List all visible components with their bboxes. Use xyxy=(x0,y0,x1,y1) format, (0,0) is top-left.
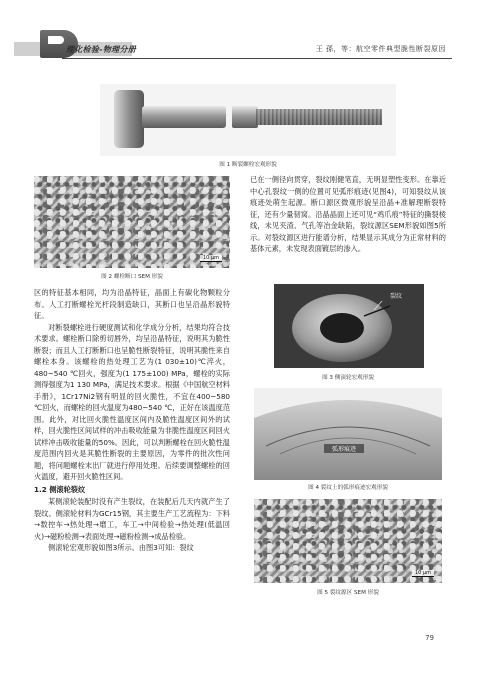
figure-1-bolt-photo xyxy=(100,84,396,156)
bolt-shank xyxy=(142,106,226,128)
figure-1-caption: 图 1 断裂螺栓宏观形貌 xyxy=(219,162,277,168)
paragraph: 某侧滚轮装配时没有产生裂纹，在装配后几天内就产生了裂纹。侧滚轮材料为GCr15钢，其主要生产工艺流程为：下料→数控车→热处理→磨工，车工→中间检验→热处理(低温回火)→磁粉检测→表面处理→磁粉检测→成品检验。 xyxy=(34,497,230,541)
figure-2-caption: 图 2 螺栓断口 SEM 形貌 xyxy=(101,274,163,280)
figure-5-caption: 图 5 裂纹源区 SEM 形貌 xyxy=(317,590,379,596)
scale-bar xyxy=(200,255,222,263)
bolt-head xyxy=(114,90,144,148)
roller-illustration xyxy=(274,284,424,368)
scale-bar xyxy=(412,570,434,578)
figure-3-caption: 图 3 侧滚轮宏观形貌 xyxy=(322,375,374,381)
header-rule xyxy=(62,58,452,59)
paragraph: 区的特征基本相同，均为沿晶特征，晶面上有碳化物颗粒分布。人工打断螺栓光杆段制造缺口，其断口也呈沿晶形貌特征。 xyxy=(34,288,230,320)
figure-3-roller-photo xyxy=(274,284,424,368)
section-heading: 1.2 侧滚轮裂纹 xyxy=(34,484,86,494)
right-text-column xyxy=(250,174,446,255)
page-number: 79 xyxy=(425,634,434,642)
paragraph: 侧滚轮宏观形貌如图3所示。由图3可知：裂纹 xyxy=(48,543,194,552)
scale-bar-label: 10 μm xyxy=(412,570,434,576)
running-title: 王 孫，等：航空零件典型脆性断裂原因 xyxy=(315,45,446,53)
figure-4-arc-mark-photo xyxy=(254,388,442,480)
scale-bar-line xyxy=(412,576,434,578)
figure-2-sem-image xyxy=(34,176,230,268)
fracture-face xyxy=(254,400,442,480)
paragraph: 已在一侧径向贯穿，裂纹刚健笔直，无明显塑性变形。在靠近中心孔裂纹一侧的位置可见弧形痕迹(见图4)，可知裂纹从该痕迹处萌生起源。断口源区微观形貌呈沿晶+准解理断裂特征，还有少量韧窝。沿晶晶面上还可见“鸡爪痕”特征的撕裂棱线，未见夹渣、气孔等冶金缺陷，裂纹源区SEM形貌如图5所示。对裂纹源区进行能谱分析，结果显示其成分为正常材料的基体元素，未发现表面镀层的渗入。 xyxy=(250,175,446,253)
figure-4-caption: 图 4 裂纹上的弧形痕迹宏观形貌 xyxy=(308,485,388,491)
journal-name: 理化检验-物理分册 xyxy=(66,45,137,54)
paragraph: 对断裂螺栓进行硬度测试和化学成分分析，结果均符合技术要求。螺栓断口除剪切唇外，均呈沿晶特征，说明其为脆性断裂；而且人工打断断口也呈脆性断裂特征，说明其脆性来自螺栓本身。该螺栓的热处理工艺为(1 030±10)℃淬火，480~540 ℃回火，强度为(1 175±100) MPa，螺栓的实际测得强度为1 130 MPa，满足技术要求。根据《中国航空材料手册》，1Cr17Ni2钢有明显的回火脆性，不宜在400~580 ℃回火，而螺栓的回火温度为480~540 ℃，正好在该温度范围。此外，对比回火脆性温度区间内及脆性温度区间外的试样，回火脆性区间试样的冲击吸收能量为非脆性温度区间回火试样冲击吸收能量的50%。因此，可以判断螺栓在回火脆性温度范围内回火是其脆性断裂的主要原因，为零件的批次性问题，将问题螺栓末出厂就进行停用处理。后续要调整螺栓的回火温度，避开回火脆性区间。 xyxy=(34,322,230,481)
arc-mark-illustration xyxy=(254,388,442,480)
roller-bore xyxy=(320,313,364,343)
arc-mark-label: 弧形痕迹 xyxy=(331,446,357,453)
figure-5-sem-image xyxy=(254,499,442,583)
scale-bar-line xyxy=(200,261,222,263)
sem-micrograph xyxy=(254,499,442,583)
scale-bar-label: 10 μm xyxy=(200,255,222,261)
left-text-column xyxy=(34,287,230,554)
bolt-illustration xyxy=(100,84,396,156)
sem-micrograph xyxy=(34,176,230,268)
bolt-broken-piece xyxy=(232,106,258,128)
crack-label: 裂纹 xyxy=(390,293,403,300)
